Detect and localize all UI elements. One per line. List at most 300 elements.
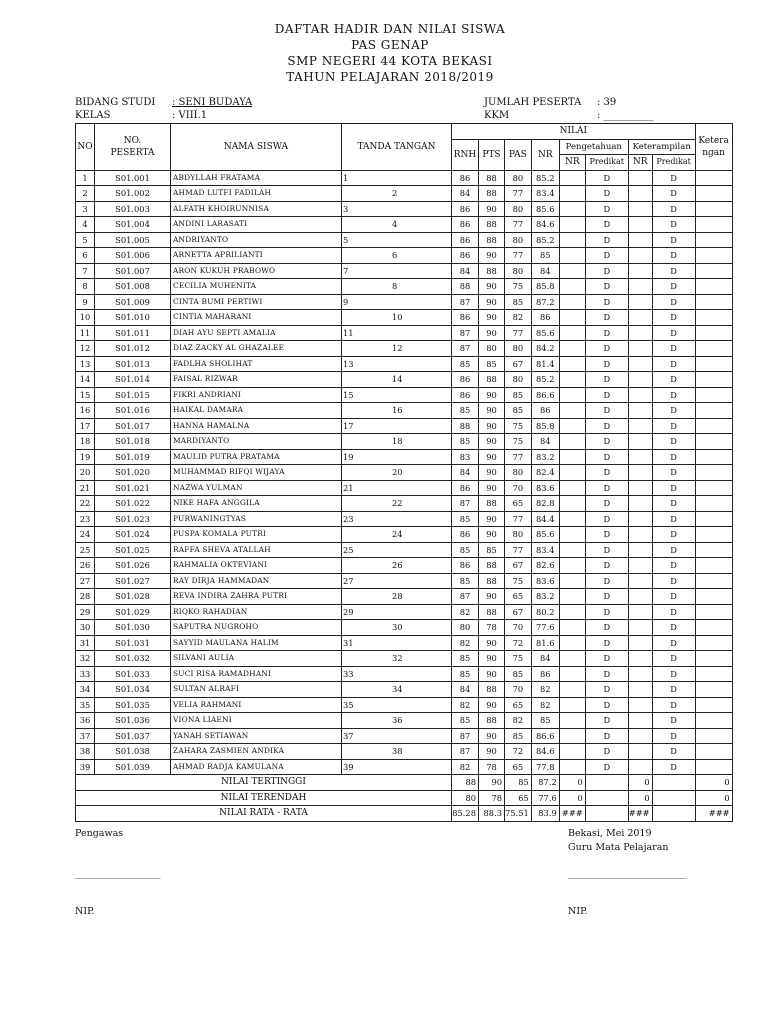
row-k-nr	[628, 651, 652, 667]
doc-subtitle: PAS GENAP	[351, 38, 429, 52]
row-peserta: S01.014	[95, 372, 171, 388]
row-rnh: 84	[452, 186, 479, 202]
row-nr: 81.4	[531, 356, 559, 372]
row-p-nr	[559, 527, 585, 543]
row-peserta: S01.022	[95, 496, 171, 512]
row-rnh: 84	[452, 682, 479, 698]
row-p-predikat: D	[585, 217, 628, 233]
row-pts: 90	[479, 744, 505, 760]
row-nr: 84.6	[531, 217, 559, 233]
col-pengetahuan: Pengetahuan	[559, 139, 628, 155]
row-rnh: 86	[452, 170, 479, 186]
table-row	[76, 682, 733, 698]
row-p-predikat: D	[585, 651, 628, 667]
row-no: 22	[76, 496, 95, 512]
row-k-predikat: D	[652, 186, 695, 202]
kelas-value: : VIII.1	[172, 110, 208, 121]
row-keterangan	[695, 604, 732, 620]
summary-k-nr: ###	[628, 806, 652, 822]
row-keterangan	[695, 201, 732, 217]
row-k-predikat: D	[652, 434, 695, 450]
table-row	[76, 201, 733, 217]
row-peserta: S01.024	[95, 527, 171, 543]
row-no: 2	[76, 186, 95, 202]
row-pas: 65	[505, 697, 532, 713]
row-p-nr	[559, 651, 585, 667]
academic-year: TAHUN PELAJARAN 2018/2019	[286, 70, 494, 84]
row-no: 38	[76, 744, 95, 760]
row-k-predikat: D	[652, 558, 695, 574]
row-tanda-tangan: 12	[342, 341, 452, 357]
row-tanda-tangan: 35	[342, 697, 452, 713]
row-nama: ANDINI LARASATI	[171, 217, 342, 233]
row-pts: 88	[479, 682, 505, 698]
row-rnh: 86	[452, 232, 479, 248]
row-k-predikat: D	[652, 403, 695, 419]
summary-row	[76, 790, 733, 806]
doc-title: DAFTAR HADIR DAN NILAI SISWA	[274, 22, 506, 36]
row-peserta: S01.012	[95, 341, 171, 357]
summary-p-nr: 0	[559, 790, 585, 806]
row-pts: 90	[479, 310, 505, 326]
row-k-predikat: D	[652, 310, 695, 326]
row-k-nr	[628, 294, 652, 310]
row-keterangan	[695, 589, 732, 605]
row-nama: SAPUTRA NUGROHO	[171, 620, 342, 636]
row-keterangan	[695, 387, 732, 403]
row-pts: 90	[479, 449, 505, 465]
row-k-predikat: D	[652, 449, 695, 465]
table-row	[76, 356, 733, 372]
row-nr: 83.6	[531, 480, 559, 496]
row-keterangan	[695, 170, 732, 186]
row-p-nr	[559, 356, 585, 372]
row-tanda-tangan: 38	[342, 744, 452, 760]
table-row	[76, 325, 733, 341]
table-row	[76, 496, 733, 512]
row-peserta: S01.013	[95, 356, 171, 372]
row-tanda-tangan: 8	[342, 279, 452, 295]
row-p-nr	[559, 217, 585, 233]
row-p-predikat: D	[585, 465, 628, 481]
row-rnh: 86	[452, 217, 479, 233]
row-p-nr	[559, 573, 585, 589]
table-row	[76, 387, 733, 403]
row-p-predikat: D	[585, 403, 628, 419]
row-tanda-tangan: 5	[342, 232, 452, 248]
col-nama: NAMA SISWA	[171, 124, 342, 171]
row-k-predikat: D	[652, 294, 695, 310]
row-peserta: S01.018	[95, 434, 171, 450]
row-k-predikat: D	[652, 279, 695, 295]
row-keterangan	[695, 434, 732, 450]
row-pas: 67	[505, 558, 532, 574]
row-keterangan	[695, 573, 732, 589]
row-keterangan	[695, 511, 732, 527]
row-k-predikat: D	[652, 635, 695, 651]
row-tanda-tangan: 21	[342, 480, 452, 496]
row-peserta: S01.034	[95, 682, 171, 698]
row-nama: HANNA HAMALNA	[171, 418, 342, 434]
row-rnh: 85	[452, 666, 479, 682]
kkm-value: : __________	[597, 110, 654, 121]
row-k-predikat: D	[652, 496, 695, 512]
table-row	[76, 620, 733, 636]
table-row	[76, 232, 733, 248]
row-no: 3	[76, 201, 95, 217]
row-pts: 90	[479, 279, 505, 295]
row-tanda-tangan: 16	[342, 403, 452, 419]
row-pas: 77	[505, 217, 532, 233]
row-pts: 85	[479, 542, 505, 558]
row-no: 21	[76, 480, 95, 496]
row-keterangan	[695, 279, 732, 295]
row-k-predikat: D	[652, 418, 695, 434]
row-nr: 83.6	[531, 573, 559, 589]
row-k-nr	[628, 697, 652, 713]
summary-label: NILAI TERTINGGI	[76, 775, 452, 791]
table-row	[76, 666, 733, 682]
row-peserta: S01.035	[95, 697, 171, 713]
col-rnh: RNH	[452, 139, 479, 170]
row-no: 12	[76, 341, 95, 357]
row-no: 39	[76, 759, 95, 775]
row-pas: 80	[505, 201, 532, 217]
row-k-nr	[628, 341, 652, 357]
row-peserta: S01.028	[95, 589, 171, 605]
row-k-predikat: D	[652, 589, 695, 605]
row-tanda-tangan: 3	[342, 201, 452, 217]
row-peserta: S01.006	[95, 248, 171, 264]
nip-right: NIP.	[568, 906, 588, 917]
row-tanda-tangan: 31	[342, 635, 452, 651]
row-nr: 81.6	[531, 635, 559, 651]
row-nr: 82.6	[531, 558, 559, 574]
row-p-nr	[559, 186, 585, 202]
row-pas: 77	[505, 325, 532, 341]
col-keterampilan: Keterampilan	[628, 139, 695, 155]
row-k-predikat: D	[652, 263, 695, 279]
row-nama: DIAH AYU SEPTI AMALIA	[171, 325, 342, 341]
table-row	[76, 744, 733, 760]
summary-pts: 88.3	[479, 806, 505, 822]
col-nr: NR	[531, 139, 559, 170]
row-peserta: S01.020	[95, 465, 171, 481]
table-row	[76, 527, 733, 543]
row-no: 1	[76, 170, 95, 186]
row-rnh: 86	[452, 527, 479, 543]
row-k-nr	[628, 604, 652, 620]
row-pas: 85	[505, 387, 532, 403]
row-tanda-tangan: 39	[342, 759, 452, 775]
row-nr: 85.8	[531, 279, 559, 295]
row-peserta: S01.010	[95, 310, 171, 326]
row-p-nr	[559, 558, 585, 574]
row-pts: 90	[479, 651, 505, 667]
row-p-nr	[559, 201, 585, 217]
col-no: NO	[76, 124, 95, 171]
summary-label: NILAI TERENDAH	[76, 790, 452, 806]
row-k-predikat: D	[652, 217, 695, 233]
row-pts: 90	[479, 403, 505, 419]
row-k-predikat: D	[652, 542, 695, 558]
row-k-nr	[628, 263, 652, 279]
row-nama: VELIA RAHMANI	[171, 697, 342, 713]
row-p-nr	[559, 728, 585, 744]
row-rnh: 87	[452, 294, 479, 310]
row-tanda-tangan: 10	[342, 310, 452, 326]
row-pts: 90	[479, 387, 505, 403]
row-k-predikat: D	[652, 620, 695, 636]
row-pas: 72	[505, 635, 532, 651]
summary-keterangan: 0	[695, 775, 732, 791]
row-pas: 75	[505, 573, 532, 589]
summary-rnh: 88	[452, 775, 479, 791]
summary-row	[76, 775, 733, 791]
row-k-nr	[628, 635, 652, 651]
row-keterangan	[695, 294, 732, 310]
row-p-nr	[559, 620, 585, 636]
row-p-nr	[559, 263, 585, 279]
row-rnh: 87	[452, 728, 479, 744]
row-tanda-tangan: 6	[342, 248, 452, 264]
row-peserta: S01.025	[95, 542, 171, 558]
table-row	[76, 635, 733, 651]
row-no: 10	[76, 310, 95, 326]
row-keterangan	[695, 480, 732, 496]
row-p-nr	[559, 697, 585, 713]
row-p-nr	[559, 465, 585, 481]
row-tanda-tangan: 1	[342, 170, 452, 186]
row-keterangan	[695, 713, 732, 729]
row-pts: 90	[479, 697, 505, 713]
table-row	[76, 713, 733, 729]
row-pas: 75	[505, 279, 532, 295]
summary-nr: 87.2	[531, 775, 559, 791]
row-k-predikat: D	[652, 201, 695, 217]
row-no: 32	[76, 651, 95, 667]
row-keterangan	[695, 666, 732, 682]
row-p-predikat: D	[585, 697, 628, 713]
row-keterangan	[695, 682, 732, 698]
row-tanda-tangan: 18	[342, 434, 452, 450]
row-k-predikat: D	[652, 759, 695, 775]
row-tanda-tangan: 11	[342, 325, 452, 341]
row-peserta: S01.001	[95, 170, 171, 186]
row-nr: 84	[531, 263, 559, 279]
row-p-nr	[559, 279, 585, 295]
row-pas: 77	[505, 449, 532, 465]
row-nr: 85	[531, 713, 559, 729]
row-rnh: 82	[452, 697, 479, 713]
row-p-predikat: D	[585, 542, 628, 558]
row-no: 13	[76, 356, 95, 372]
row-k-nr	[628, 418, 652, 434]
row-p-predikat: D	[585, 418, 628, 434]
row-p-predikat: D	[585, 186, 628, 202]
row-pas: 77	[505, 248, 532, 264]
row-p-nr	[559, 372, 585, 388]
row-tanda-tangan: 26	[342, 558, 452, 574]
row-rnh: 84	[452, 465, 479, 481]
row-keterangan	[695, 697, 732, 713]
row-pas: 67	[505, 604, 532, 620]
row-k-nr	[628, 325, 652, 341]
row-p-nr	[559, 589, 585, 605]
row-p-nr	[559, 604, 585, 620]
jumlah-label: JUMLAH PESERTA	[484, 97, 582, 108]
table-row	[76, 542, 733, 558]
row-pts: 90	[479, 325, 505, 341]
row-no: 20	[76, 465, 95, 481]
row-k-predikat: D	[652, 744, 695, 760]
row-tanda-tangan: 9	[342, 294, 452, 310]
row-no: 6	[76, 248, 95, 264]
row-pas: 77	[505, 186, 532, 202]
row-k-nr	[628, 620, 652, 636]
row-p-predikat: D	[585, 589, 628, 605]
row-no: 5	[76, 232, 95, 248]
row-tanda-tangan: 20	[342, 465, 452, 481]
row-k-predikat: D	[652, 341, 695, 357]
row-k-nr	[628, 527, 652, 543]
row-nr: 82.8	[531, 496, 559, 512]
row-keterangan	[695, 186, 732, 202]
row-no: 14	[76, 372, 95, 388]
table-row	[76, 263, 733, 279]
row-pts: 78	[479, 620, 505, 636]
table-row	[76, 372, 733, 388]
row-tanda-tangan: 37	[342, 728, 452, 744]
row-nama: AHMAD LUTFI FADILAH	[171, 186, 342, 202]
row-p-nr	[559, 325, 585, 341]
row-keterangan	[695, 465, 732, 481]
row-nr: 82	[531, 682, 559, 698]
row-k-predikat: D	[652, 356, 695, 372]
row-keterangan	[695, 449, 732, 465]
row-nr: 82	[531, 697, 559, 713]
row-peserta: S01.033	[95, 666, 171, 682]
summary-nr: 83.9	[531, 806, 559, 822]
row-nama: SILVANI AULIA	[171, 651, 342, 667]
row-keterangan	[695, 558, 732, 574]
summary-p-predikat	[585, 790, 628, 806]
row-nama: REVA INDIRA ZAHRA PUTRI	[171, 589, 342, 605]
row-rnh: 82	[452, 604, 479, 620]
row-nr: 84.6	[531, 744, 559, 760]
row-no: 36	[76, 713, 95, 729]
row-rnh: 86	[452, 372, 479, 388]
row-peserta: S01.008	[95, 279, 171, 295]
table-row	[76, 418, 733, 434]
row-nama: RIQKO RAHADIAN	[171, 604, 342, 620]
row-nr: 84	[531, 434, 559, 450]
row-k-nr	[628, 682, 652, 698]
row-nr: 85.6	[531, 201, 559, 217]
row-no: 19	[76, 449, 95, 465]
table-row	[76, 434, 733, 450]
row-p-predikat: D	[585, 573, 628, 589]
row-pts: 88	[479, 558, 505, 574]
row-nama: MARDIYANTO	[171, 434, 342, 450]
row-pas: 72	[505, 744, 532, 760]
row-nama: CINTA BUMI PERTIWI	[171, 294, 342, 310]
table-row	[76, 573, 733, 589]
row-nama: PURWANINGTYAS	[171, 511, 342, 527]
summary-p-nr: 0	[559, 775, 585, 791]
summary-row	[76, 806, 733, 822]
row-p-predikat: D	[585, 248, 628, 264]
row-pts: 90	[479, 465, 505, 481]
row-nr: 85.6	[531, 325, 559, 341]
table-row	[76, 558, 733, 574]
row-pts: 90	[479, 294, 505, 310]
row-no: 28	[76, 589, 95, 605]
row-k-predikat: D	[652, 232, 695, 248]
row-keterangan	[695, 496, 732, 512]
row-nama: RAFFA SHEVA ATALLAH	[171, 542, 342, 558]
row-nama: MAULID PUTRA PRATAMA	[171, 449, 342, 465]
row-keterangan	[695, 325, 732, 341]
row-k-predikat: D	[652, 387, 695, 403]
row-keterangan	[695, 248, 732, 264]
row-p-nr	[559, 682, 585, 698]
row-keterangan	[695, 403, 732, 419]
table-row	[76, 217, 733, 233]
row-k-nr	[628, 356, 652, 372]
row-p-nr	[559, 496, 585, 512]
row-pts: 88	[479, 496, 505, 512]
row-nr: 80.2	[531, 604, 559, 620]
summary-pas: 75.51	[505, 806, 532, 822]
row-pts: 88	[479, 186, 505, 202]
row-rnh: 82	[452, 635, 479, 651]
row-p-predikat: D	[585, 170, 628, 186]
row-p-nr	[559, 341, 585, 357]
row-keterangan	[695, 744, 732, 760]
row-p-predikat: D	[585, 620, 628, 636]
row-no: 18	[76, 434, 95, 450]
col-keterangan	[695, 124, 732, 171]
row-no: 23	[76, 511, 95, 527]
row-p-predikat: D	[585, 527, 628, 543]
row-p-nr	[559, 713, 585, 729]
row-p-predikat: D	[585, 372, 628, 388]
row-keterangan	[695, 372, 732, 388]
row-k-predikat: D	[652, 325, 695, 341]
pengawas-label: Pengawas	[75, 828, 124, 839]
row-keterangan	[695, 310, 732, 326]
row-pts: 90	[479, 480, 505, 496]
row-pas: 65	[505, 589, 532, 605]
row-k-predikat: D	[652, 573, 695, 589]
row-peserta: S01.036	[95, 713, 171, 729]
summary-pas: 65	[505, 790, 532, 806]
row-p-predikat: D	[585, 232, 628, 248]
row-nama: MUHAMMAD RIFQI WIJAYA	[171, 465, 342, 481]
row-rnh: 86	[452, 201, 479, 217]
summary-pas: 85	[505, 775, 532, 791]
row-k-nr	[628, 480, 652, 496]
table-row	[76, 310, 733, 326]
row-keterangan	[695, 341, 732, 357]
row-pts: 88	[479, 372, 505, 388]
table-row	[76, 728, 733, 744]
row-nr: 87.2	[531, 294, 559, 310]
row-keterangan	[695, 651, 732, 667]
row-keterangan	[695, 620, 732, 636]
row-pas: 65	[505, 496, 532, 512]
